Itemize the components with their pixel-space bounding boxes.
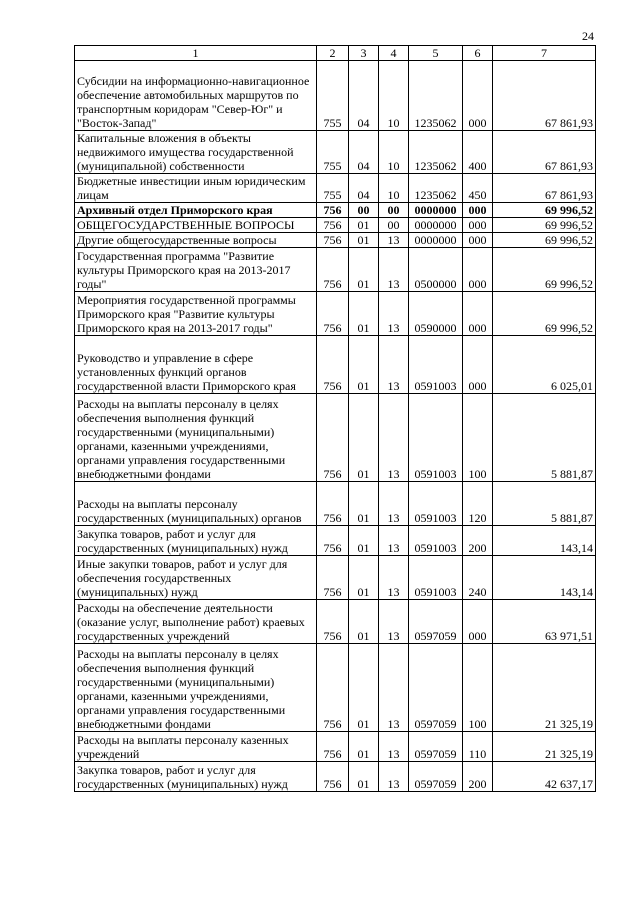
- row-target-item: 0597059: [409, 732, 463, 762]
- row-name: Расходы на выплаты персоналу государственных (муниципальных) органов: [75, 482, 317, 526]
- row-subsection: 13: [379, 644, 409, 732]
- row-target-item: 0000000: [409, 233, 463, 248]
- row-amount: 143,14: [493, 556, 596, 600]
- row-subsection: 13: [379, 600, 409, 644]
- row-amount: 69 996,52: [493, 203, 596, 218]
- row-name: Бюджетные инвестиции иным юридическим лицам: [75, 174, 317, 203]
- row-expense-type: 000: [463, 218, 493, 233]
- row-section: 01: [349, 526, 379, 556]
- row-amount: 21 325,19: [493, 644, 596, 732]
- table-row: [75, 233, 596, 248]
- row-code: 756: [317, 556, 349, 600]
- table-row: [75, 482, 596, 526]
- row-section: 00: [349, 203, 379, 218]
- col-header-4: 4: [379, 46, 409, 61]
- row-expense-type: 400: [463, 131, 493, 174]
- row-subsection: 00: [379, 203, 409, 218]
- row-name: Другие общегосударственные вопросы: [75, 233, 317, 248]
- row-expense-type: 000: [463, 600, 493, 644]
- row-expense-type: 200: [463, 762, 493, 792]
- row-amount: 63 971,51: [493, 600, 596, 644]
- row-target-item: 0591003: [409, 526, 463, 556]
- row-target-item: 0597059: [409, 762, 463, 792]
- table-row: [75, 248, 596, 292]
- row-subsection: 13: [379, 233, 409, 248]
- row-target-item: 0591003: [409, 482, 463, 526]
- row-section: 01: [349, 482, 379, 526]
- row-target-item: 0000000: [409, 218, 463, 233]
- row-code: 755: [317, 61, 349, 131]
- row-name: Иные закупки товаров, работ и услуг для обеспечения государственных (муниципальных) нужд: [75, 556, 317, 600]
- row-section: 01: [349, 644, 379, 732]
- table-row: [75, 526, 596, 556]
- row-name: Субсидии на информационно-навигационное обеспечение автомобильных маршрутов по транспортным коридорам "Север-Юг" и "Восток-Запад": [75, 61, 317, 131]
- row-section: 01: [349, 292, 379, 336]
- row-target-item: 0000000: [409, 203, 463, 218]
- row-subsection: 13: [379, 394, 409, 482]
- table-row: [75, 218, 596, 233]
- row-target-item: 0500000: [409, 248, 463, 292]
- row-code: 756: [317, 732, 349, 762]
- row-section: 01: [349, 233, 379, 248]
- row-section: 01: [349, 556, 379, 600]
- table-row: [75, 556, 596, 600]
- row-subsection: 00: [379, 218, 409, 233]
- row-subsection: 10: [379, 61, 409, 131]
- row-name: Руководство и управление в сфере установленных функций органов государственной власти Приморского края: [75, 336, 317, 394]
- row-subsection: 13: [379, 482, 409, 526]
- row-code: 756: [317, 248, 349, 292]
- row-code: 756: [317, 644, 349, 732]
- row-section: 01: [349, 762, 379, 792]
- row-expense-type: 200: [463, 526, 493, 556]
- row-name: Расходы на выплаты персоналу в целях обеспечения выполнения функций государственными (муниципальными) органами, казенными учреждениями, органами управления государственными внебюджетными фондами: [75, 644, 317, 732]
- row-code: 755: [317, 131, 349, 174]
- row-target-item: 1235062: [409, 61, 463, 131]
- table-row: [75, 336, 596, 394]
- row-section: 04: [349, 174, 379, 203]
- row-subsection: 10: [379, 174, 409, 203]
- row-section: 01: [349, 218, 379, 233]
- table-row: [75, 600, 596, 644]
- row-subsection: 13: [379, 556, 409, 600]
- row-expense-type: 110: [463, 732, 493, 762]
- row-code: 756: [317, 336, 349, 394]
- row-code: 756: [317, 600, 349, 644]
- row-amount: 143,14: [493, 526, 596, 556]
- row-target-item: 0597059: [409, 600, 463, 644]
- table-row: [75, 203, 596, 218]
- row-subsection: 13: [379, 762, 409, 792]
- row-section: 01: [349, 248, 379, 292]
- row-target-item: 0591003: [409, 556, 463, 600]
- row-code: 756: [317, 203, 349, 218]
- row-subsection: 13: [379, 292, 409, 336]
- row-name: ОБЩЕГОСУДАРСТВЕННЫЕ ВОПРОСЫ: [75, 218, 317, 233]
- table-row: [75, 732, 596, 762]
- row-expense-type: 450: [463, 174, 493, 203]
- row-name: Расходы на обеспечение деятельности (оказание услуг, выполнение работ) краевых государственных учреждений: [75, 600, 317, 644]
- row-section: 04: [349, 131, 379, 174]
- table-row: [75, 644, 596, 732]
- table-row: [75, 394, 596, 482]
- row-name: Закупка товаров, работ и услуг для государственных (муниципальных) нужд: [75, 762, 317, 792]
- row-expense-type: 000: [463, 61, 493, 131]
- budget-table: [74, 45, 596, 792]
- row-target-item: 0590000: [409, 292, 463, 336]
- row-section: 01: [349, 600, 379, 644]
- row-expense-type: 000: [463, 292, 493, 336]
- row-name: Капитальные вложения в объекты недвижимого имущества государственной (муниципальной) собственности: [75, 131, 317, 174]
- row-name: Государственная программа "Развитие культуры Приморского края на 2013-2017 годы": [75, 248, 317, 292]
- row-expense-type: 100: [463, 644, 493, 732]
- row-expense-type: 000: [463, 248, 493, 292]
- col-header-2: 2: [317, 46, 349, 61]
- row-target-item: 0591003: [409, 394, 463, 482]
- table-row: [75, 174, 596, 203]
- page-number: 24: [582, 29, 594, 43]
- row-amount: 69 996,52: [493, 292, 596, 336]
- row-target-item: 1235062: [409, 131, 463, 174]
- row-amount: 69 996,52: [493, 248, 596, 292]
- row-code: 756: [317, 292, 349, 336]
- table-row: [75, 131, 596, 174]
- row-amount: 69 996,52: [493, 233, 596, 248]
- row-target-item: 0597059: [409, 644, 463, 732]
- row-name: Расходы на выплаты персоналу казенных учреждений: [75, 732, 317, 762]
- col-header-1: 1: [75, 46, 317, 61]
- row-subsection: 10: [379, 131, 409, 174]
- row-code: 756: [317, 218, 349, 233]
- row-subsection: 13: [379, 336, 409, 394]
- col-header-6: 6: [463, 46, 493, 61]
- row-amount: 5 881,87: [493, 482, 596, 526]
- col-header-5: 5: [409, 46, 463, 61]
- row-name: Мероприятия государственной программы Приморского края "Развитие культуры Приморского края на 2013-2017 годы": [75, 292, 317, 336]
- row-target-item: 1235062: [409, 174, 463, 203]
- row-amount: 67 861,93: [493, 61, 596, 131]
- row-expense-type: 000: [463, 203, 493, 218]
- col-header-3: 3: [349, 46, 379, 61]
- row-name: Расходы на выплаты персоналу в целях обеспечения выполнения функций государственными (муниципальными) органами, казенными учреждениями, органами управления государственными внебюджетными фондами: [75, 394, 317, 482]
- row-code: 755: [317, 174, 349, 203]
- row-amount: 6 025,01: [493, 336, 596, 394]
- row-subsection: 13: [379, 526, 409, 556]
- table-row: [75, 61, 596, 131]
- header-row: [75, 46, 596, 61]
- row-code: 756: [317, 526, 349, 556]
- row-subsection: 13: [379, 732, 409, 762]
- row-expense-type: 240: [463, 556, 493, 600]
- row-expense-type: 100: [463, 394, 493, 482]
- row-section: 01: [349, 732, 379, 762]
- row-section: 01: [349, 394, 379, 482]
- row-name: Архивный отдел Приморского края: [75, 203, 317, 218]
- row-target-item: 0591003: [409, 336, 463, 394]
- row-expense-type: 000: [463, 336, 493, 394]
- row-section: 04: [349, 61, 379, 131]
- row-amount: 69 996,52: [493, 218, 596, 233]
- table-row: [75, 762, 596, 792]
- row-expense-type: 000: [463, 233, 493, 248]
- row-amount: 5 881,87: [493, 394, 596, 482]
- row-subsection: 13: [379, 248, 409, 292]
- row-amount: 67 861,93: [493, 131, 596, 174]
- row-code: 756: [317, 762, 349, 792]
- col-header-7: 7: [493, 46, 596, 61]
- row-code: 756: [317, 482, 349, 526]
- row-amount: 21 325,19: [493, 732, 596, 762]
- row-code: 756: [317, 394, 349, 482]
- table-row: [75, 292, 596, 336]
- row-expense-type: 120: [463, 482, 493, 526]
- row-amount: 67 861,93: [493, 174, 596, 203]
- row-name: Закупка товаров, работ и услуг для государственных (муниципальных) нужд: [75, 526, 317, 556]
- row-code: 756: [317, 233, 349, 248]
- row-amount: 42 637,17: [493, 762, 596, 792]
- row-section: 01: [349, 336, 379, 394]
